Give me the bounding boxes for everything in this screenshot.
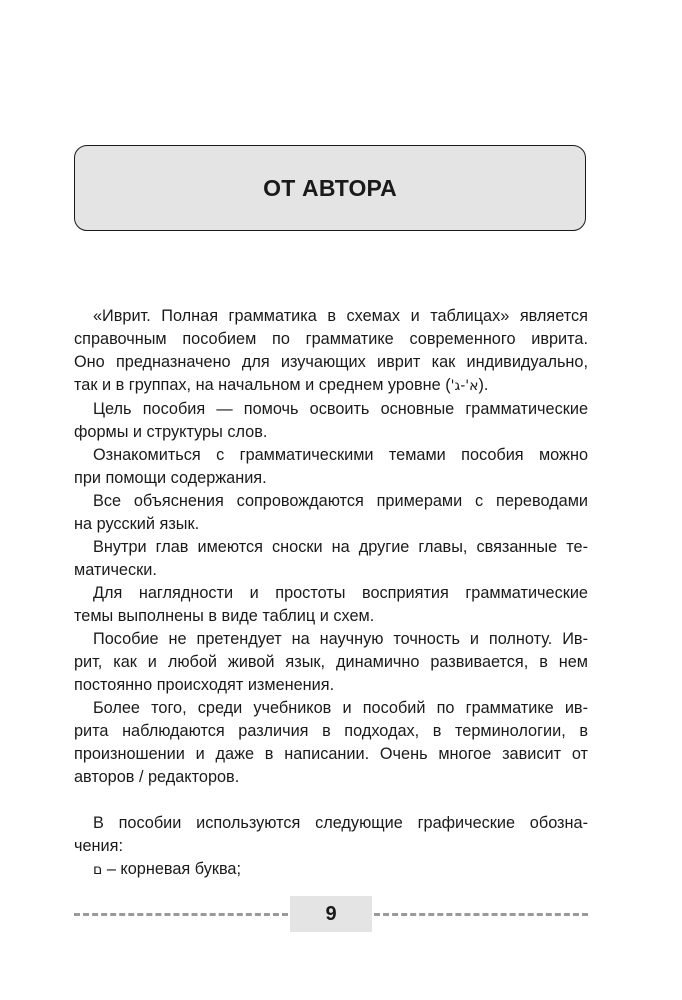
paragraph-notation [74, 812, 588, 858]
text-line [74, 374, 588, 398]
level-text-end: ). [478, 376, 489, 394]
text-line: Пособие не претендует на научную точность и полноту. Ив- [93, 630, 588, 648]
text-line: Ознакомиться с грамматическими темами пособия можно [93, 446, 588, 464]
text-line: Для наглядности и простоты восприятия грамматические [93, 584, 588, 602]
text-line: на русский язык. [74, 515, 200, 533]
root-letter-symbol: ם [93, 862, 103, 878]
page-number: 9 [290, 896, 372, 932]
paragraph-goal [74, 398, 588, 444]
text-line: формы и структуры слов. [74, 423, 268, 441]
body-text [74, 305, 588, 882]
text-line: матически. [74, 561, 157, 579]
text-line: Более того, среди учебников и пособий по грамматике ив- [93, 699, 588, 717]
paragraph-tables [74, 582, 588, 628]
text-line: постоянно происходят изменения. [74, 676, 335, 694]
footer-divider-right [374, 913, 588, 916]
text-line: чения: [74, 837, 123, 855]
text-line: В пособии используются следующие графические обозна- [93, 814, 588, 832]
paragraph-differences [74, 697, 588, 789]
text-line: при помощи содержания. [74, 469, 267, 487]
text-line: авторов / редакторов. [74, 768, 240, 786]
hebrew-level: א'-ג' [450, 378, 479, 394]
text-line: рита наблюдаются различия в подходах, в терминологии, в [74, 722, 588, 740]
page-title: ОТ АВТОРА [263, 174, 397, 201]
text-line: «Иврит. Полная грамматика в схемах и таблицах» является [93, 307, 588, 325]
text-line: темы выполнены в виде таблиц и схем. [74, 607, 375, 625]
text-line: Оно предназначено для изучающих иврит как индивидуально, [74, 353, 588, 371]
heading-box [74, 145, 586, 231]
text-line: справочным пособием по грамматике современного иврита. [74, 330, 588, 348]
text-line: произношении и даже в написании. Очень многое зависит от [74, 745, 588, 763]
legend-text: – корневая буква; [106, 860, 242, 878]
paragraph-intro [74, 305, 588, 398]
legend-item [74, 858, 588, 882]
text-line: Внутри глав имеются сноски на другие главы, связанные те- [93, 538, 588, 556]
text-line: рит, как и любой живой язык, динамично развивается, в нем [74, 653, 588, 671]
text-line: Цель пособия — помочь освоить основные грамматические [93, 400, 588, 418]
text-line: Все объяснения сопровождаются примерами с переводами [93, 492, 588, 510]
level-text: так и в группах, на начальном и среднем уровне ( [74, 376, 451, 394]
paragraph-footnotes [74, 536, 588, 582]
paragraph-disclaimer [74, 628, 588, 697]
paragraph-examples [74, 490, 588, 536]
footer-divider-left [74, 913, 288, 916]
page-footer [74, 896, 588, 932]
paragraph-contents [74, 444, 588, 490]
